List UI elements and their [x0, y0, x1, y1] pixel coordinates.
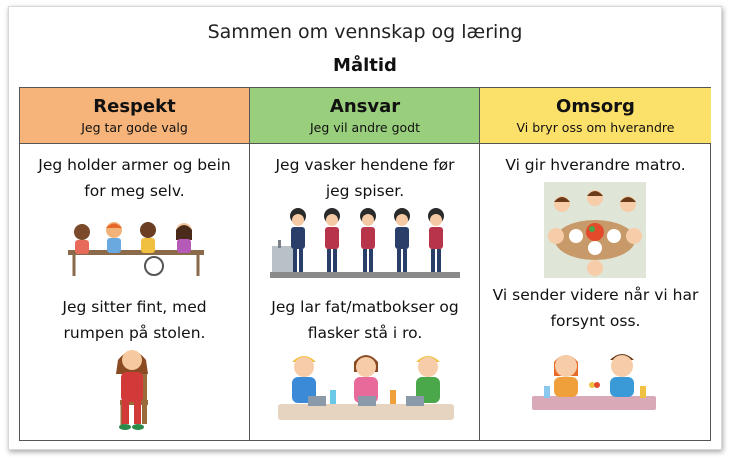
column-respekt [20, 88, 249, 440]
values-table [19, 87, 711, 441]
column-subheading: Jeg tar gode valg [81, 120, 188, 135]
children-with-lunchboxes-icon [278, 350, 454, 422]
column-header-respekt [20, 88, 249, 144]
column-omsorg [479, 88, 711, 440]
column-ansvar [249, 88, 480, 440]
rule-text: Jeg vasker hendene før jeg spiser. [275, 156, 455, 200]
rule-text: Jeg holder armer og bein for meg selv. [38, 156, 231, 200]
poster-card [8, 6, 722, 450]
girl-sitting-on-chair-icon [112, 344, 158, 432]
poster-subtitle: Måltid [333, 55, 397, 76]
rule-text: Jeg sitter fint, med rumpen på stolen. [62, 298, 207, 342]
rule-text: Vi sender videre når vi har forsynt oss. [492, 286, 699, 330]
column-subheading: Jeg vil andre godt [309, 120, 421, 135]
column-heading: Ansvar [329, 96, 401, 117]
column-header-ansvar [250, 88, 480, 144]
column-heading: Respekt [93, 96, 176, 117]
column-subheading: Vi bryr oss om hverandre [516, 120, 675, 135]
column-header-omsorg [480, 88, 711, 144]
rule-text: Vi gir hverandre matro. [505, 156, 686, 174]
children-at-table-icon [66, 216, 206, 278]
children-washing-hands-icon [270, 206, 460, 280]
children-passing-food-icon [532, 348, 656, 412]
rule-text: Jeg lar fat/matbokser og flasker stå i ro. [271, 298, 459, 342]
column-heading: Omsorg [556, 96, 635, 117]
poster-title: Sammen om vennskap og læring [207, 21, 523, 43]
children-sharing-meal-icon [544, 182, 646, 278]
